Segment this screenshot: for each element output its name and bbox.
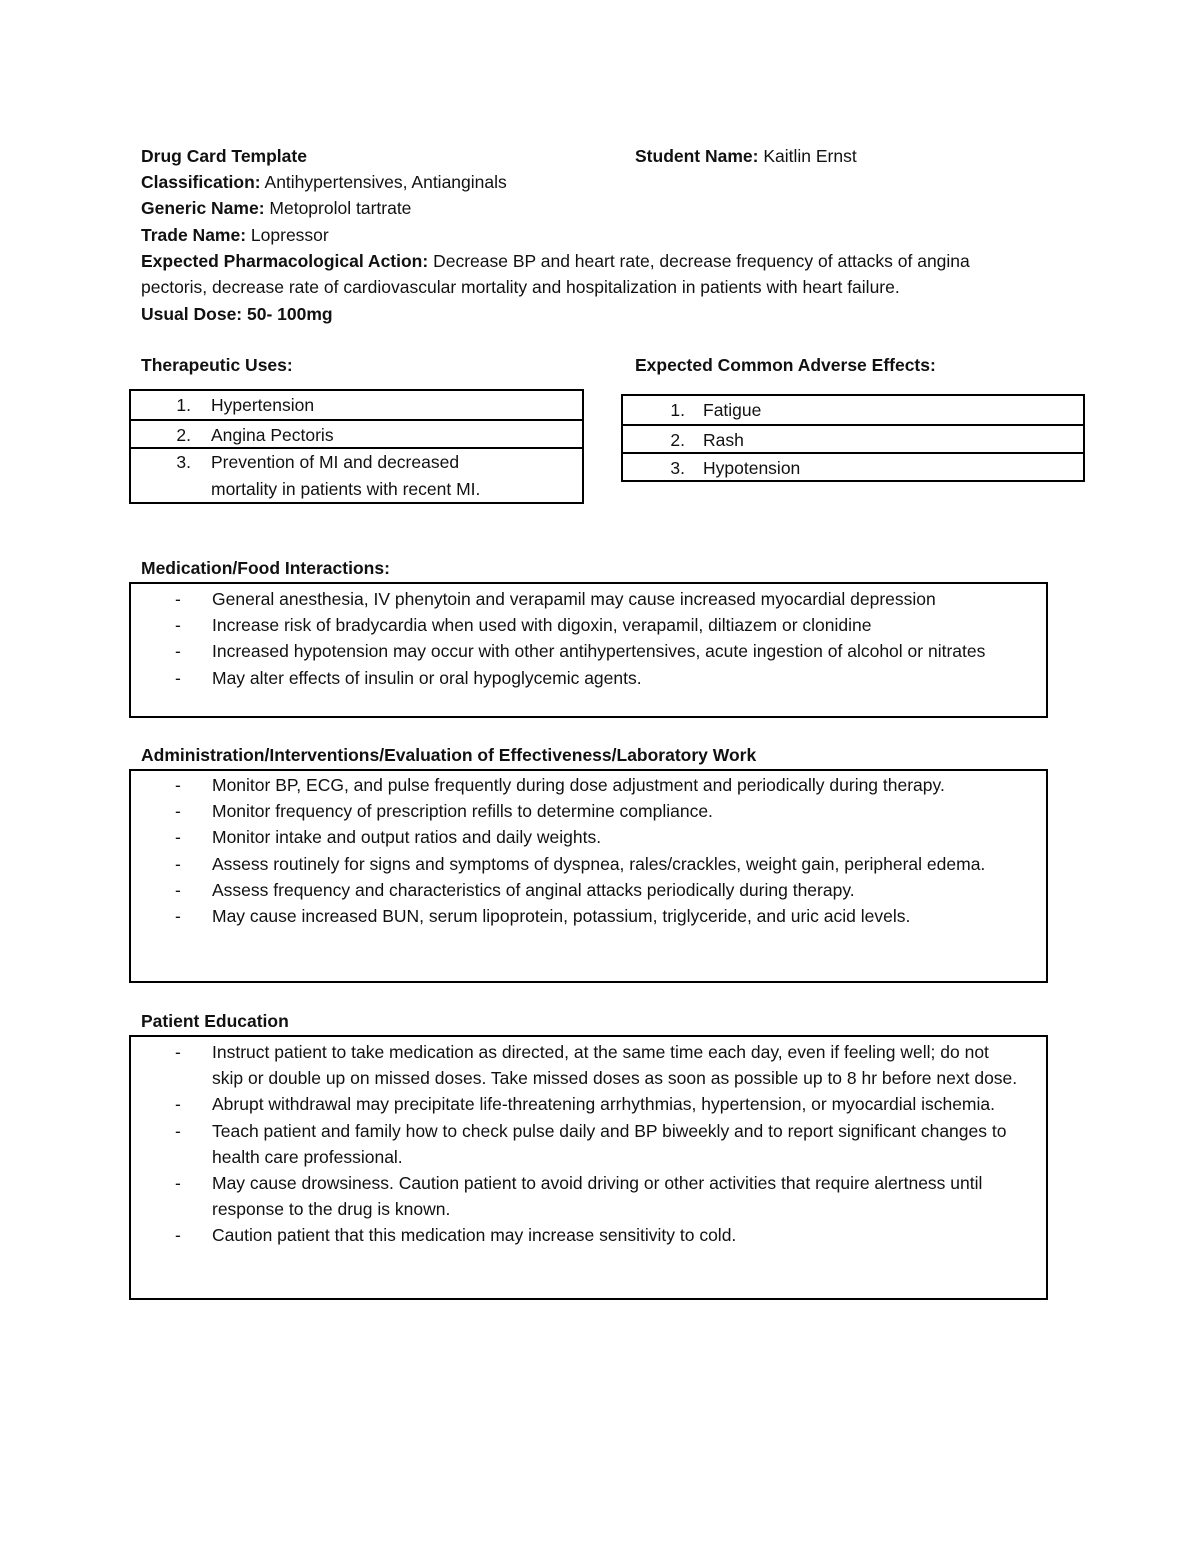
item-text: May alter effects of insulin or oral hypoglycemic agents.	[212, 667, 642, 688]
trade-name-label: Trade Name:	[141, 225, 247, 245]
classification-label: Classification:	[141, 172, 261, 192]
row-number: 3.	[670, 458, 685, 478]
item-text: May cause increased BUN, serum lipoprotein, potassium, triglyceride, and uric acid levels.	[212, 906, 911, 927]
list-item	[131, 851, 986, 877]
dash-bullet: -	[175, 589, 181, 609]
adverse-effects-heading: Expected Common Adverse Effects:	[635, 355, 936, 375]
education-heading: Patient Education	[141, 1011, 289, 1031]
item-text: Monitor frequency of prescription refills to determine compliance.	[212, 801, 713, 822]
list-item	[131, 798, 986, 824]
list-item	[131, 638, 1006, 664]
adverse-effect-row	[623, 424, 1083, 452]
interactions-list	[131, 586, 1006, 691]
dash-bullet: -	[175, 853, 181, 874]
item-text: General anesthesia, IV phenytoin and verapamil may cause increased myocardial depression	[212, 589, 936, 609]
dash-bullet: -	[175, 615, 181, 636]
item-text: Instruct patient to take medication as directed, at the same time each day, even if feeling well; do not skip or double up on missed doses. Take missed doses as soon as possible up to 8 hr before next dose.	[212, 1042, 1018, 1089]
student-name-line	[635, 145, 857, 167]
administration-heading: Administration/Interventions/Evaluation of Effectiveness/Laboratory Work	[141, 745, 757, 765]
administration-list	[131, 772, 986, 929]
interactions-heading: Medication/Food Interactions:	[141, 558, 390, 578]
item-text: May cause drowsiness. Caution patient to avoid driving or other activities that require alertness until response to the drug is known.	[212, 1173, 983, 1220]
item-text: Caution patient that this medication may increase sensitivity to cold.	[212, 1225, 737, 1246]
generic-name-line	[141, 197, 411, 219]
action-line-2	[141, 276, 900, 298]
trade-name-value: Lopressor	[250, 225, 329, 245]
interactions-box	[129, 582, 1048, 718]
item-text: Monitor BP, ECG, and pulse frequently during dose adjustment and periodically during therapy.	[212, 775, 945, 795]
dash-bullet: -	[175, 1120, 181, 1141]
row-text: Hypertension	[211, 395, 315, 415]
classification-line	[141, 171, 507, 193]
list-item	[131, 903, 986, 929]
dash-bullet: -	[175, 775, 181, 795]
row-number: 3.	[176, 452, 191, 472]
dash-bullet: -	[175, 641, 181, 662]
item-text: Abrupt withdrawal may precipitate life-threatening arrhythmias, hypertension, or myocardial ischemia.	[212, 1094, 995, 1115]
item-text: Teach patient and family how to check pulse daily and BP biweekly and to report significant changes to health care professional.	[212, 1120, 1007, 1167]
row-text: Angina Pectoris	[211, 425, 334, 445]
list-item	[131, 877, 986, 903]
list-item	[131, 1039, 1024, 1091]
therapeutic-use-row	[131, 391, 582, 419]
item-text: Monitor intake and output ratios and daily weights.	[212, 827, 602, 848]
therapeutic-use-row	[131, 419, 582, 447]
list-item	[131, 1118, 1024, 1170]
usual-dose-line	[141, 303, 333, 325]
action-line-1	[141, 250, 970, 272]
dash-bullet: -	[175, 879, 181, 900]
education-box	[129, 1035, 1048, 1300]
action-value-2: pectoris, decrease rate of cardiovascular mortality and hospitalization in patients with heart failure.	[141, 277, 900, 297]
list-item	[131, 1170, 1024, 1222]
list-item	[131, 1222, 1024, 1248]
therapeutic-use-row	[131, 447, 582, 502]
student-name-label: Student Name:	[635, 146, 759, 166]
classification-value: Antihypertensives, Antianginals	[264, 172, 507, 192]
generic-name-label: Generic Name:	[141, 198, 265, 218]
trade-name-line	[141, 224, 329, 246]
dash-bullet: -	[175, 1094, 181, 1115]
item-text: Increase risk of bradycardia when used with digoxin, verapamil, diltiazem or clonidine	[212, 615, 872, 636]
therapeutic-uses-heading: Therapeutic Uses:	[141, 355, 293, 375]
list-item	[131, 772, 986, 798]
list-item	[131, 586, 1006, 612]
row-number: 2.	[670, 430, 685, 450]
row-number: 2.	[176, 425, 191, 445]
dash-bullet: -	[175, 801, 181, 822]
adverse-effects-table	[621, 394, 1085, 482]
list-item	[131, 824, 986, 850]
dash-bullet: -	[175, 827, 181, 848]
student-name-value: Kaitlin Ernst	[763, 146, 857, 166]
row-number: 1.	[176, 395, 191, 415]
dash-bullet: -	[175, 1042, 181, 1062]
row-text-line-2: mortality in patients with recent MI.	[211, 479, 481, 499]
list-item	[131, 612, 1006, 638]
dash-bullet: -	[175, 1173, 181, 1194]
row-text-line-1: Prevention of MI and decreased	[211, 452, 460, 472]
administration-box	[129, 769, 1048, 983]
therapeutic-uses-table	[129, 389, 584, 504]
usual-dose: Usual Dose: 50- 100mg	[141, 304, 333, 324]
row-text: Fatigue	[703, 400, 762, 420]
template-title: Drug Card Template	[141, 146, 307, 166]
education-list	[131, 1039, 1024, 1249]
row-text: Hypotension	[703, 458, 801, 478]
generic-name-value: Metoprolol tartrate	[269, 198, 412, 218]
action-value-1: Decrease BP and heart rate, decrease frequency of attacks of angina	[433, 251, 970, 271]
list-item	[131, 665, 1006, 691]
item-text: Assess routinely for signs and symptoms of dyspnea, rales/crackles, weight gain, peripheral edema.	[212, 853, 986, 874]
dash-bullet: -	[175, 1225, 181, 1246]
item-text: Assess frequency and characteristics of anginal attacks periodically during therapy.	[212, 879, 855, 900]
list-item	[131, 1091, 1024, 1117]
action-label: Expected Pharmacological Action:	[141, 251, 429, 271]
dash-bullet: -	[175, 906, 181, 927]
row-text: Rash	[703, 430, 744, 450]
title-line	[141, 145, 307, 167]
adverse-effect-row	[623, 396, 1083, 424]
item-text: Increased hypotension may occur with other antihypertensives, acute ingestion of alcohol or nitrates	[212, 641, 986, 662]
dash-bullet: -	[175, 667, 181, 688]
row-number: 1.	[670, 400, 685, 420]
adverse-effect-row	[623, 452, 1083, 480]
